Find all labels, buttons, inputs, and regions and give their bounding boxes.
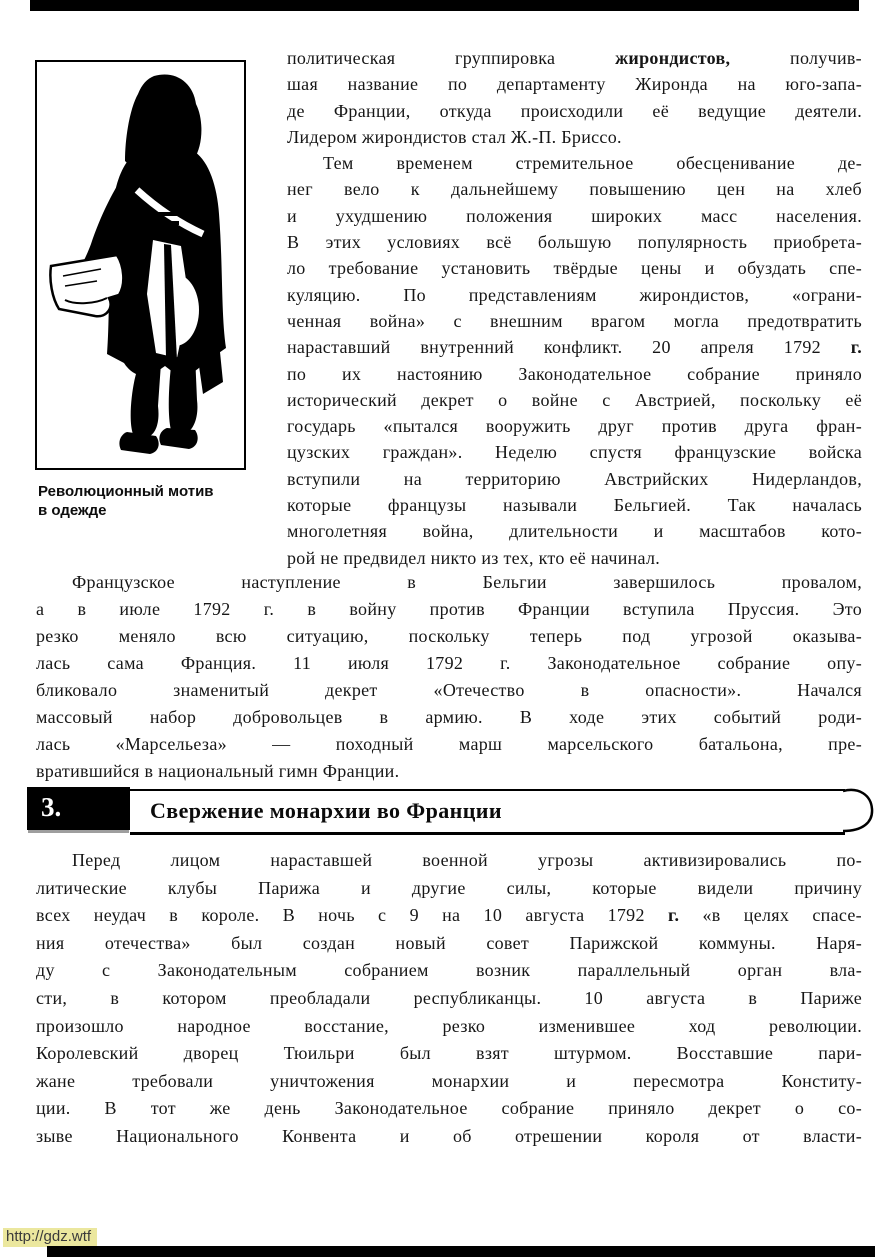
figure-caption-line2: в одежде	[38, 502, 107, 519]
text-line: нег вело к дальнейшему повышению цен на хлеб	[287, 179, 862, 200]
text-line: по их настоянию Законодательное собрание приняло	[287, 363, 862, 384]
text-line: многолетняя война, длительности и масштабов кото-	[287, 521, 862, 542]
text-line: и ухудшению положения широких масс населения.	[287, 205, 862, 226]
text-line: В этих условиях всё большую популярность приобрета-	[287, 232, 862, 253]
figure-caption	[38, 482, 268, 520]
text-line: Французское наступление в Бельгии завершилось провалом,	[72, 572, 862, 592]
text-line: шая название по департаменту Жиронда на юго-запа-	[287, 74, 862, 95]
text-line: лась «Марсельеза» — походный марш марсельского батальона, пре-	[36, 734, 862, 754]
text-line: цузских граждан». Неделю спустя французские войска	[287, 442, 862, 463]
text-line: массовый набор добровольцев в армию. В ходе этих событий роди-	[36, 707, 862, 727]
text-line: лась сама Франция. 11 июля 1792 г. Законодательное собрание опу-	[36, 653, 862, 673]
text-line: вступили на территорию Австрийских Нидерландов,	[287, 468, 862, 489]
figure-caption-line1: Революционный мотив	[38, 483, 214, 500]
section-header	[27, 785, 875, 837]
section-title-banner	[130, 789, 845, 835]
text-line: Тем временем стремительное обесценивание де-	[323, 153, 862, 174]
paragraph-monarchy-overthrow	[36, 847, 862, 1151]
text-line: Лидером жирондистов стал Ж.-П. Бриссо.	[287, 126, 622, 147]
text-line: резко меняло всю ситуацию, поскольку теперь под угрозой оказыва-	[36, 626, 862, 646]
text-line: куляцию. По представлениям жирондистов, «ограни-	[287, 284, 862, 305]
text-line: исторический декрет о войне с Австрией, поскольку её	[287, 389, 862, 410]
banner-flourish-icon	[843, 785, 875, 837]
text-line: жане требовали уничтожения монархии и пересмотра Конститу-	[36, 1070, 862, 1091]
text-line: ду с Законодательным собранием возник параллельный орган вла-	[36, 960, 862, 981]
text-line: де Франции, откуда происходили её ведущие деятели.	[287, 100, 862, 121]
section-number: 3.	[41, 792, 62, 822]
text-line: вратившийся в национальный гимн Франции.	[36, 761, 400, 781]
text-line: ния отечества» был создан новый совет Парижской коммуны. Наря-	[36, 932, 862, 953]
intro-column-text	[287, 45, 862, 571]
text-line: политическая группировка жирондистов, получив-	[287, 48, 862, 68]
text-line: ции. В тот же день Законодательное собрание приняло декрет о со-	[36, 1098, 862, 1119]
text-line: ло требование установить твёрдые цены и обуздать спе-	[287, 258, 862, 279]
text-line: бликовало знаменитый декрет «Отечество в опасности». Начался	[36, 680, 862, 700]
watermark-url: http://gdz.wtf	[3, 1228, 97, 1247]
text-line: нараставший внутренний конфликт. 20 апреля 1792 г.	[287, 337, 862, 358]
figure-illustration	[35, 60, 246, 470]
text-line: ченная война» с внешним врагом могла предотвратить	[287, 310, 862, 331]
section-title: Свержение монархии во Франции	[150, 798, 502, 823]
paragraph-french-offensive	[36, 569, 862, 785]
text-line: литические клубы Парижа и другие силы, которые видели причину	[36, 877, 862, 898]
section-number-box	[27, 787, 130, 830]
text-line: всех неудач в короле. В ночь с 9 на 10 августа 1792 г. «в целях спасе-	[36, 905, 862, 926]
text-line: государь «пытался вооружить друг против друга фран-	[287, 416, 862, 437]
text-line: сти, в котором преобладали республиканцы. 10 августа в Париже	[36, 987, 862, 1008]
text-line: рой не предвидел никто из тех, кто её начинал.	[287, 547, 661, 568]
bottom-rule	[47, 1246, 875, 1257]
top-rule	[30, 0, 859, 11]
text-line: произошло народное восстание, резко изменившее ход революции.	[36, 1015, 862, 1036]
revolutionary-figure-image	[37, 62, 244, 468]
text-line: Перед лицом нараставшей военной угрозы активизировались по-	[72, 850, 862, 870]
text-line: а в июле 1792 г. в войну против Франции вступила Пруссия. Это	[36, 599, 862, 619]
text-line: зыве Национального Конвента и об отрешении короля от власти-	[36, 1125, 862, 1146]
text-line: которые французы называли Бельгией. Так началась	[287, 495, 862, 516]
text-line: Королевский дворец Тюильри был взят штурмом. Восставшие пари-	[36, 1043, 862, 1064]
